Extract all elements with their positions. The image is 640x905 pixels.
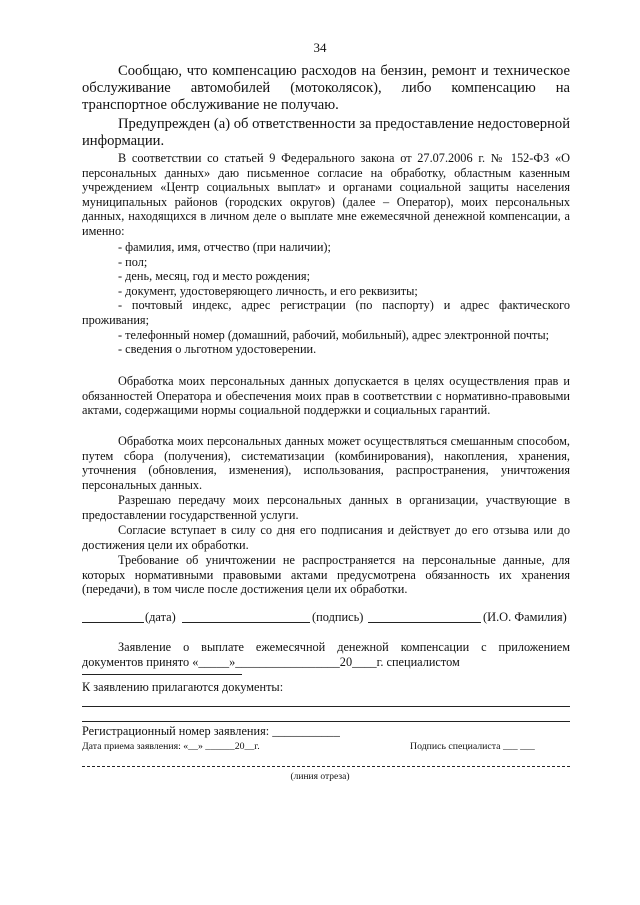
receipt-date-label: Дата приема заявления: «__» ______20__г.	[82, 741, 260, 752]
specialist-line[interactable]	[82, 674, 242, 675]
list-item: - документ, удостоверяющего личность, и его реквизиты;	[118, 283, 418, 298]
cut-line-label: (линия отреза)	[290, 772, 350, 782]
destruction-paragraph: Требование об уничтожении не распространяется на персональные данные, для которых нормативными правовыми актами предусмотрена обязанность их хранения (передачи), в том числе после достижения цели их обработки.	[82, 553, 570, 597]
signature-label: (подпись)	[312, 610, 364, 624]
name-label: (И.О. Фамилия)	[483, 610, 567, 624]
list-item: - телефонный номер (домашний, рабочий, мобильный), адрес электронной почты;	[118, 327, 550, 342]
validity-paragraph: Согласие вступает в силу со дня его подписания и действует до его отзыва или до достижения цели их обработки.	[82, 523, 570, 552]
date-label: (дата)	[145, 610, 176, 624]
name-line[interactable]	[368, 622, 481, 623]
date-line[interactable]	[82, 622, 144, 623]
personal-data-list	[82, 240, 570, 357]
accepted-paragraph: Заявление о выплате ежемесячной денежной компенсации с приложением документов принято «_____»_________________20____г. специалистом	[82, 640, 570, 669]
page-number: 34	[313, 40, 327, 55]
list-item: - день, месяц, год и место рождения;	[118, 269, 311, 284]
attachments-line-1[interactable]	[82, 706, 570, 707]
registration-number-label: Регистрационный номер заявления: ___________	[82, 724, 340, 738]
warning-paragraph: Предупрежден (а) об ответственности за предоставление недостоверной информации.	[82, 116, 570, 149]
list-item: - сведения о льготном удостоверении.	[118, 342, 317, 357]
processing-purpose-paragraph: Обработка моих персональных данных допускается в целях осуществления прав и обязанностей Оператора и обеспечения моих прав в соответствии с нормативно-правовыми актами, содержащими нормы социальной поддержки и социальных гарантий.	[82, 374, 570, 418]
attachments-line-2[interactable]	[82, 721, 570, 722]
cut-line	[82, 766, 570, 767]
consent-paragraph: В соответствии со статьей 9 Федерального закона от 27.07.2006 г. № 152-ФЗ «О персональных данных» даю письменное согласие на обработку, областным казенным учреждением «Центр социальных выплат» и органами социальной защиты населения муниципальных районов (городских округов) (далее – Оператор), моих персональных данных, находящихся в личном деле о выплате мне ежемесячной денежной компенсации, а именно:	[82, 151, 570, 238]
transfer-paragraph: Разрешаю передачу моих персональных данных в организации, участвующие в предоставлении государственной услуги.	[82, 493, 570, 522]
list-item: - пол;	[118, 254, 148, 269]
processing-method-paragraph: Обработка моих персональных данных может осуществляться смешанным способом, путем сбора (получения), систематизации (комбинирования), накопления, хранения, уточнения (обновления, изменения), использования, распространения, уничтожения персональных данных.	[82, 434, 570, 492]
attachments-label: К заявлению прилагаются документы:	[82, 680, 284, 694]
signature-line[interactable]	[182, 622, 310, 623]
list-item: - почтовый индекс, адрес регистрации (по паспорту) и адрес фактического проживания;	[82, 298, 570, 327]
specialist-signature-label: Подпись специалиста ___ ___	[410, 741, 535, 752]
statement-paragraph: Сообщаю, что компенсацию расходов на бензин, ремонт и техническое обслуживание автомобилей (мотоколясок), либо компенсацию на транспортное обслуживание не получаю.	[82, 63, 570, 113]
list-item: - фамилия, имя, отчество (при наличии);	[118, 240, 331, 254]
